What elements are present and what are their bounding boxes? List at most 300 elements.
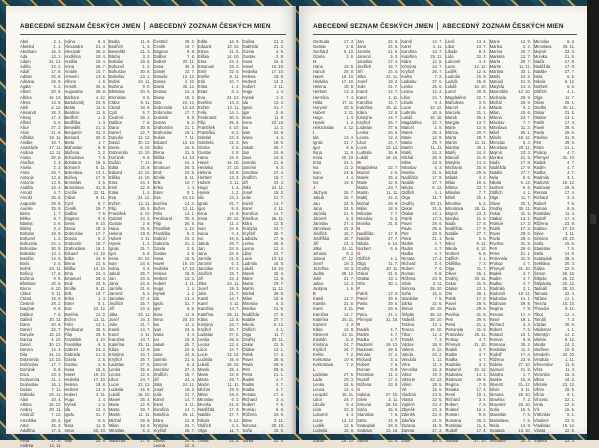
name-day-date: 24. 6.	[140, 261, 151, 267]
name-label: Boris	[20, 261, 30, 267]
name-day-date: 26. 2.	[95, 49, 106, 55]
name-label: Ludmila	[242, 261, 257, 267]
name-label: Julie	[357, 84, 366, 90]
name-label: Karel	[109, 331, 119, 337]
name-day-date: 13. 12.	[137, 134, 151, 140]
name-day-date: 1. 4.	[231, 84, 240, 90]
name-label: David	[20, 341, 31, 347]
name-day-date: 29. 6.	[388, 296, 399, 302]
name-label: Bohumil	[20, 235, 35, 241]
name-label: Herbert	[64, 387, 79, 393]
name-day-date: 4. 7.	[522, 271, 531, 277]
name-day-date: 5. 11.	[96, 165, 106, 171]
name-label: Karolína	[357, 99, 373, 105]
name-label: Radim	[242, 382, 255, 388]
name-day-date: 21. 5.	[229, 49, 240, 55]
name-day-date: 20. 3.	[564, 261, 576, 267]
name-day-date: 6. 3.	[522, 139, 531, 145]
name-label: Radka	[242, 387, 255, 393]
name-day-date: 6. 6.	[522, 185, 531, 191]
header-separator	[144, 22, 145, 30]
name-label: Abelard	[20, 44, 35, 50]
name-day-date: 28. 5.	[388, 422, 399, 428]
name-day-date: 16. 9.	[229, 356, 240, 362]
name-label: Robert	[489, 326, 502, 332]
name-day-date: 9. 10.	[140, 144, 151, 150]
name-label: Irma	[313, 160, 322, 166]
name-day-date: 13. 4.	[229, 195, 240, 201]
name-label: Monika	[533, 54, 548, 60]
name-label: Božena	[109, 84, 123, 90]
name-day-date: 13. 1.	[388, 276, 399, 282]
name-label: Stanislava	[489, 417, 509, 423]
pen-loop[interactable]	[590, 214, 596, 224]
name-label: Irena	[313, 155, 323, 161]
name-label: Igor	[64, 417, 72, 423]
name-label: Leopold	[313, 392, 328, 398]
name-label: Saskie	[489, 377, 502, 383]
name-label: Simona	[357, 402, 372, 408]
name-label: Oskar	[445, 281, 457, 287]
name-day-date: 12. 4.	[388, 134, 399, 140]
name-day-date: 18. 10.	[271, 266, 284, 272]
name-label: Adéla	[20, 64, 31, 70]
name-day-date: 24. 5.	[184, 351, 195, 357]
name-label: Dušan	[20, 387, 32, 393]
name-day-date: 24. 6.	[343, 170, 355, 176]
name-day-date: 13. 6.	[51, 180, 62, 186]
name-day-date: 24. 7.	[140, 351, 151, 357]
name-label: Richard	[357, 356, 372, 362]
name-label: Milan	[489, 109, 500, 115]
name-label: Denisa	[20, 346, 33, 352]
name-label: Oldřich	[489, 190, 503, 196]
name-day-date: 16. 1.	[184, 129, 195, 135]
name-label: Abraham	[20, 49, 37, 55]
name-day-date: 18. 2.	[432, 372, 443, 378]
name-label: Marta	[445, 134, 456, 140]
name-column	[401, 39, 445, 443]
name-label: Igor	[153, 306, 161, 312]
name-label: Stanislav	[489, 412, 507, 418]
name-day-date: 20. 10.	[562, 351, 576, 357]
name-label: Ester	[198, 89, 208, 95]
name-day-date: 20. 10.	[341, 155, 355, 161]
name-label: Bohumil	[109, 64, 124, 70]
name-day-date: 27. 3.	[51, 124, 62, 130]
name-day-date: 17. 4.	[520, 311, 531, 317]
name-label: Blažej	[109, 54, 121, 60]
name-label: Marek	[109, 397, 121, 403]
name-day-date: 7. 6.	[53, 311, 62, 317]
name-label: Jarmila	[153, 356, 167, 362]
name-day-date: 23. 4.	[564, 437, 576, 443]
name-day-date: 11. 7.	[432, 195, 443, 201]
name-day-date: 7. 12.	[51, 412, 62, 418]
name-column	[153, 39, 199, 448]
name-day-date: 23. 5.	[432, 392, 443, 398]
name-day-date: 3. 11.	[520, 387, 531, 393]
name-day-date: 9. 12.	[564, 336, 576, 342]
name-day-date: 5. 6.	[187, 306, 195, 312]
name-label: Evžen	[153, 205, 165, 211]
name-day-date: 28. 10.	[562, 235, 576, 241]
name-day-date: 27. 6.	[51, 437, 62, 443]
name-day-date: 12. 9.	[229, 372, 240, 378]
name-day-date: 18. 8.	[140, 230, 151, 236]
name-day-date: 14. 1.	[476, 372, 487, 378]
name-day-date: 20. 4.	[432, 437, 443, 443]
name-day-date: 31. 12.	[518, 382, 531, 388]
name-day-date: 8. 1.	[567, 412, 576, 418]
name-day-date: 23. 7.	[520, 114, 531, 120]
name-day-date: 13. 12.	[137, 382, 151, 388]
name-label: Zuzana	[401, 422, 415, 428]
name-label: Gabriela	[153, 240, 169, 246]
section-letter: J	[313, 185, 316, 191]
name-label: Irena	[153, 316, 163, 322]
name-day-date: 30. 11.	[518, 205, 531, 211]
name-label: Lucie	[445, 64, 456, 70]
name-label: Iva	[198, 220, 204, 226]
name-day-date: 22. 3.	[476, 54, 487, 60]
name-label: Filip	[198, 119, 206, 125]
name-label: Libor	[109, 377, 119, 383]
name-day-date: 24. 12.	[182, 195, 195, 201]
name-day-date: 3. 11.	[274, 417, 284, 423]
name-day-date: 14. 2.	[564, 331, 576, 337]
name-day-date: 21. 7.	[343, 276, 355, 282]
name-label: Lukáš	[313, 437, 324, 443]
name-label: Andrea	[20, 150, 34, 156]
name-label: Marie	[357, 180, 368, 186]
name-day-date: 25. 4.	[388, 175, 399, 181]
name-label: Jaroslav	[153, 367, 169, 373]
name-day-date: 21. 5.	[432, 170, 443, 176]
name-column	[109, 39, 154, 443]
name-label: Jakub	[242, 144, 254, 150]
name-day-date: 27. 12.	[341, 256, 355, 262]
name-label: Libor	[445, 44, 455, 50]
name-label: Ctibor	[64, 195, 76, 201]
name-label: Martin	[109, 412, 121, 418]
name-label: Jaromír	[153, 362, 168, 367]
name-label: Gizela	[153, 245, 166, 251]
name-label: Lenka	[198, 336, 210, 342]
name-day-date: 29. 7.	[520, 59, 531, 65]
name-day-date: 4. 1.	[390, 256, 399, 262]
name-label: Eduard	[64, 250, 78, 256]
name-day-date: 11. 11.	[474, 139, 487, 145]
name-label: Jaromír	[313, 215, 327, 221]
name-day-date: 15. 5.	[432, 291, 443, 297]
name-label: Ctibor	[20, 291, 31, 297]
name-label: Vojtěch	[401, 402, 415, 408]
name-day-date: 12. 8.	[273, 220, 284, 226]
name-day-date: 20. 10.	[93, 427, 106, 433]
name-label: Radoslav	[489, 296, 507, 302]
name-day-date: 27. 7.	[432, 180, 443, 186]
name-day-date: 9. 8.	[522, 336, 531, 342]
name-label: Pavla	[357, 301, 368, 307]
name-day-date: 22. 5.	[432, 301, 443, 307]
name-day-date: 30. 12.	[48, 341, 62, 347]
name-label: Kazimír	[313, 321, 327, 327]
name-day-date: 9. 10.	[343, 49, 355, 55]
name-day-date: 18. 8.	[343, 84, 355, 90]
name-label: Hana	[242, 59, 253, 65]
name-day-date: 14. 7.	[343, 296, 355, 302]
name-day-date: 26. 6.	[229, 336, 240, 342]
name-day-date: 4. 7.	[276, 387, 284, 393]
name-day-date: 4. 7.	[522, 276, 531, 282]
name-label: Marek	[401, 129, 413, 135]
name-label: Miroslava	[489, 144, 508, 150]
name-label: Otakar	[401, 210, 414, 216]
name-day-date: 25. 4.	[432, 129, 443, 135]
name-day-date: 16. 1.	[95, 245, 106, 251]
name-day-date: 5. 2.	[346, 336, 355, 342]
name-day-date: 24. 12.	[93, 306, 106, 312]
name-label: Jana	[242, 155, 252, 161]
name-day-date: 24. 11.	[271, 185, 284, 191]
name-day-date: 30. 8.	[184, 64, 195, 70]
name-day-date: 5. 6.	[346, 144, 355, 150]
name-label: Svatopluk	[489, 432, 508, 438]
name-day-date: 31. 3.	[95, 129, 106, 135]
name-day-date: 22. 5.	[140, 185, 151, 191]
name-label: Markéta	[489, 54, 505, 60]
name-day-date: 2. 8.	[142, 220, 151, 226]
name-label: Hana	[198, 155, 208, 161]
name-day-date: 8. 11.	[96, 286, 106, 292]
name-label: Bohdan	[20, 230, 35, 236]
name-day-date: 13. 1.	[273, 346, 284, 352]
name-label: Eliška	[153, 155, 165, 161]
name-label: Jitka	[153, 382, 162, 388]
name-label: Bořivoj	[64, 175, 78, 181]
name-day-date: 30. 5.	[95, 326, 106, 332]
name-day-date: 11. 3.	[432, 362, 443, 367]
name-day-date: 4. 11.	[388, 94, 399, 100]
name-label: Evžen	[109, 200, 121, 206]
name-label: Petronela	[489, 256, 508, 262]
name-day-date: 4. 7.	[567, 165, 576, 171]
name-day-date: 12. 9.	[273, 276, 284, 282]
name-label: Soňa	[489, 407, 500, 413]
name-label: Gabriela	[242, 44, 258, 50]
name-day-date: 21. 3.	[95, 124, 106, 130]
name-label: Svatava	[357, 427, 372, 433]
name-label: Dalibor	[109, 119, 122, 125]
name-label: Kateřina	[401, 54, 417, 60]
name-day-date: 3. 2.	[53, 225, 62, 231]
name-label: Vilém	[533, 387, 545, 393]
name-day-date: 27. 6.	[343, 372, 355, 378]
name-label: Vítězslav	[533, 412, 551, 418]
name-label: Jarmila	[242, 160, 256, 166]
name-day-date: 11. 4.	[565, 210, 576, 216]
name-label: Oskar	[401, 205, 413, 211]
name-label: Benedikt	[109, 49, 125, 55]
name-label: Mojmír	[489, 150, 503, 156]
name-label: Patrik	[401, 215, 412, 221]
name-label: Jana	[109, 281, 118, 287]
name-day-date: 1. 4.	[187, 286, 195, 292]
name-day-date: 24. 7.	[229, 321, 240, 327]
name-day-date: 11. 9.	[96, 422, 106, 428]
name-day-date: 25. 8.	[476, 79, 487, 85]
name-label: Arnold	[20, 190, 32, 196]
name-day-date: 15. 10.	[429, 326, 443, 332]
section-letter: N	[357, 225, 361, 231]
name-day-date: 14. 2.	[184, 200, 195, 206]
name-day-date: 21. 9.	[476, 155, 487, 161]
name-label: Jitka	[313, 245, 322, 251]
name-label: Ludvík	[313, 432, 326, 438]
name-label: Pavla	[401, 225, 412, 231]
name-day-date: 13. 12.	[48, 331, 62, 337]
name-label: Dobroslav	[64, 230, 83, 236]
name-day-date: 18. 6.	[388, 205, 399, 211]
name-day-date: 16. 9.	[432, 109, 443, 115]
name-day-date: 28. 2.	[140, 114, 151, 120]
name-day-date: 23. 9.	[520, 356, 531, 362]
name-label: Josef	[313, 261, 323, 267]
name-label: Erik	[198, 79, 206, 85]
name-day-date: 22. 7.	[140, 129, 151, 135]
name-day-date: 21. 3.	[273, 39, 284, 44]
name-label: Miroslav	[401, 165, 417, 171]
name-label: Ignác	[109, 245, 120, 251]
name-label: Naděžda	[533, 64, 551, 70]
name-day-date: 21. 5.	[273, 306, 284, 312]
name-label: Dušan	[109, 160, 121, 166]
name-label: Amálie	[64, 69, 78, 75]
name-day-date: 29. 9.	[432, 155, 443, 161]
name-label: Drahomíra	[20, 377, 40, 383]
name-day-date: 11. 2.	[96, 432, 106, 438]
name-day-date: 4. 7.	[567, 170, 576, 176]
name-day-date: 11. 4.	[388, 372, 399, 378]
name-day-date: 1. 2.	[142, 64, 151, 70]
name-day-date: 4. 10.	[51, 336, 62, 342]
name-day-date: 24. 2.	[520, 74, 531, 80]
name-day-date: 6. 3.	[390, 215, 399, 221]
name-day-date: 25. 7.	[140, 271, 151, 277]
name-label: Robert	[533, 200, 547, 206]
name-day-date: 11. 7.	[388, 261, 399, 267]
name-label: Nela	[489, 175, 499, 181]
name-label: Tibor	[401, 331, 411, 337]
name-label: Albína	[20, 94, 32, 100]
name-day-date: 24. 11.	[386, 74, 399, 80]
name-label: Gizela	[198, 144, 210, 150]
name-label: Naděžda	[357, 230, 374, 236]
name-label: Marta	[489, 59, 501, 65]
name-day-date: 29. 7.	[476, 134, 487, 140]
name-label: Jiří	[198, 276, 204, 282]
name-label: Sabina	[533, 225, 547, 231]
name-day-date: 20. 5.	[343, 104, 355, 110]
name-day-date: 17. 9.	[388, 230, 399, 236]
name-day-date: 15. 3.	[564, 372, 576, 378]
name-day-date: 23. 9.	[476, 432, 487, 438]
name-label: Regína	[489, 306, 503, 312]
name-day-date: 2. 12.	[51, 104, 62, 110]
name-day-date: 27. 7.	[388, 235, 399, 241]
name-day-date: 19. 5.	[343, 180, 355, 186]
name-entry	[243, 438, 285, 443]
name-label: Bartoloměj	[64, 99, 85, 105]
name-day-date: 8. 8.	[187, 114, 195, 120]
name-day-date: 26. 6.	[388, 129, 399, 135]
name-label: Miloš	[445, 195, 456, 201]
name-label: Petra	[489, 250, 500, 256]
name-day-date: 13. 12.	[474, 64, 487, 70]
name-label: Emanuel	[153, 165, 170, 171]
name-day-date: 29. 7.	[388, 185, 399, 191]
name-day-date: 29. 7.	[140, 407, 151, 413]
name-label: Ida	[64, 407, 71, 413]
name-day-date: 4. 2.	[478, 175, 487, 181]
name-day-date: 27. 6.	[432, 79, 443, 85]
name-label: Přemysl	[489, 266, 505, 272]
name-day-date: 3. 11.	[432, 281, 443, 287]
name-label: Rudolf	[357, 377, 370, 383]
name-day-date: 24. 11.	[341, 245, 355, 251]
name-label: Petra	[401, 235, 412, 241]
name-day-date: 30. 11.	[49, 407, 62, 413]
name-day-date: 6. 12.	[564, 79, 576, 85]
name-day-date: 13. 10.	[137, 150, 151, 156]
name-day-date: 4. 7.	[434, 245, 443, 251]
name-day-date: 18. 10.	[137, 392, 151, 398]
name-label: Bořivoj	[20, 271, 33, 277]
name-label: Blažena	[64, 150, 80, 156]
name-day-date: 13. 11.	[227, 104, 240, 110]
name-day-date: 25. 1.	[520, 129, 531, 135]
name-label: Radovan	[489, 301, 507, 307]
name-day-date: 14. 2.	[95, 311, 106, 317]
name-label: Blažej	[20, 225, 32, 231]
name-day-date: 7. 6.	[522, 326, 531, 332]
name-day-date: 1. 2.	[187, 291, 195, 297]
name-day-date: 25. 11.	[182, 412, 195, 418]
name-label: Aniela	[20, 165, 32, 171]
name-label: Růžena	[357, 382, 372, 388]
name-label: Silvestr	[489, 382, 504, 388]
name-day-date: 1. 6.	[346, 286, 355, 292]
name-label: Jindřich	[242, 175, 257, 181]
name-label: Nela	[445, 235, 454, 241]
name-day-date: 6. 6.	[478, 250, 487, 256]
name-label: Bohdana	[64, 160, 81, 166]
name-label: Eduard	[153, 139, 167, 145]
name-label: Zdeňka	[401, 417, 415, 423]
name-label: Lenka	[313, 382, 325, 388]
name-label: Dalimil	[20, 316, 33, 322]
name-day-date: 22. 7.	[184, 69, 195, 75]
name-label: Erika	[109, 190, 119, 196]
name-day-date: 17. 9.	[51, 271, 62, 277]
name-label: Klára	[357, 109, 367, 115]
name-label: Oldřich	[533, 89, 547, 95]
name-day-date: 15. 7.	[229, 271, 240, 277]
name-label: Milena	[489, 114, 502, 120]
name-day-date: 15. 5.	[343, 64, 355, 70]
name-day-date: 30. 5.	[229, 114, 240, 120]
